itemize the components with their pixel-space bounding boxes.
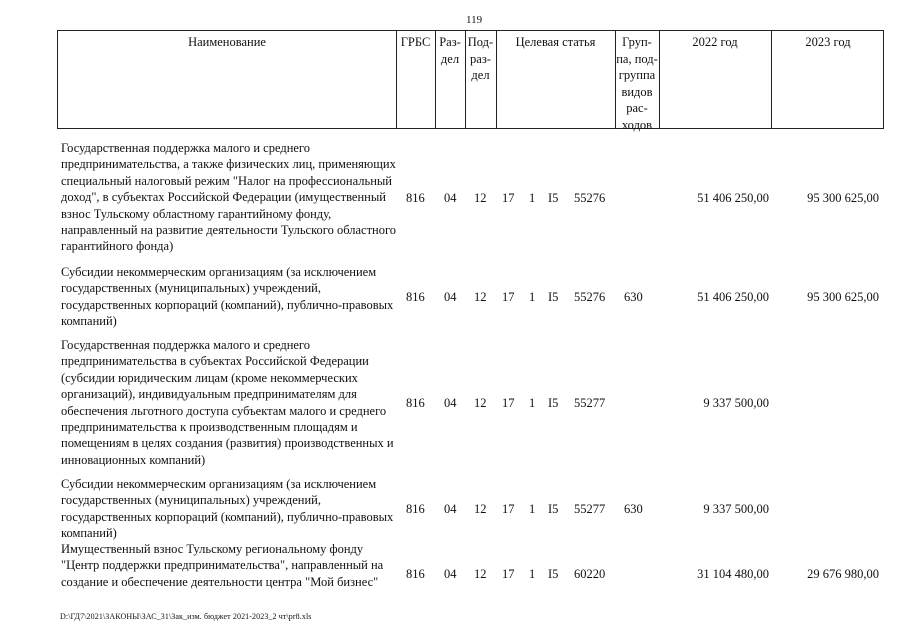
row-group: 630: [624, 290, 643, 304]
row-grbs: 816: [406, 290, 425, 304]
table-header: [57, 30, 884, 132]
page-number: 119: [466, 14, 483, 26]
row-name: Государственная поддержка малого и среднего предпринимательства, а также физических лиц, применяющих специальный налоговый режим "Налог на профессиональный доход", в субъектах Российской Федерации (имущественный взнос Тульскому областному гарантийному фонду, направленный на развитие деятельности Тульского областного гарантийного фонда): [61, 141, 397, 254]
row-razdel: 04: [444, 567, 457, 581]
header-target: Целевая статья: [515, 35, 596, 49]
row-podrazdel: 12: [474, 191, 487, 205]
header-name: Наименование: [188, 35, 266, 49]
row-name: Субсидии некоммерческим организациям (за исключением государственных (муниципальных) учреждений, государственных корпораций (компаний), публично-правовых компаний): [61, 477, 394, 541]
header-group-line: па, под-: [616, 51, 658, 66]
row-target-2: 1: [529, 396, 536, 410]
row-target-4: 60220: [574, 567, 606, 581]
row-name: Имущественный взнос Тульскому региональному фонду "Центр поддержки предпринимательства", направленный на создание и обеспечение деятельности центра "Мой бизнес": [61, 542, 384, 589]
row-2023: 95 300 625,00: [807, 191, 879, 205]
row-podrazdel: 12: [474, 502, 487, 516]
header-group-line: группа: [618, 68, 656, 82]
row-target-1: 17: [502, 502, 515, 516]
header-group-line: рас-: [626, 101, 648, 115]
header-podrazdel-line: Под-: [467, 35, 494, 49]
row-razdel: 04: [444, 191, 457, 205]
row-target-3: I5: [548, 502, 559, 516]
row-2022: 51 406 250,00: [697, 290, 769, 304]
row-group: 630: [624, 502, 643, 516]
header-razdel: [435, 34, 465, 67]
row-target-2: 1: [529, 290, 536, 304]
file-path-footer: D:\ГД7\2021\ЗАКОНЫ\ЗАС_31\Зак_изм. бюджет 2021-2023_2 чт\pr8.xls: [60, 612, 312, 621]
header-grbs: ГРБС: [400, 35, 431, 49]
header-group-line: ходов: [621, 117, 653, 132]
row-name: Государственная поддержка малого и среднего предпринимательства в субъектах Российской Федерации (субсидии юридическим лицам (кроме некоммерческих организаций), индивидуальным предпринимателям для обеспечения льготного доступа субъектам малого и среднего предпринимательства к производственным площадям и помещениям в целях создания (развития) производственных и инновационных компаний): [61, 338, 394, 467]
row-2022: 9 337 500,00: [703, 502, 769, 516]
row-target-1: 17: [502, 567, 515, 581]
row-2022: 9 337 500,00: [703, 396, 769, 410]
header-2022: 2022 год: [692, 35, 738, 49]
row-razdel: 04: [444, 290, 457, 304]
row-razdel: 04: [444, 396, 457, 410]
row-target-3: I5: [548, 290, 559, 304]
header-razdel-line: дел: [440, 51, 460, 66]
header-group-line: видов: [621, 84, 653, 99]
row-target-4: 55276: [574, 191, 606, 205]
row-name: Субсидии некоммерческим организациям (за исключением государственных (муниципальных) учреждений, государственных корпораций (компаний), публично-правовых компаний): [61, 265, 394, 329]
row-target-1: 17: [502, 290, 515, 304]
row-target-4: 55277: [574, 502, 606, 516]
row-2022: 51 406 250,00: [697, 191, 769, 205]
row-2022: 31 104 480,00: [697, 567, 769, 581]
header-group-line: Груп-: [622, 35, 652, 49]
row-2023: 95 300 625,00: [807, 290, 879, 304]
row-2023: 29 676 980,00: [807, 567, 879, 581]
header-podrazdel: [465, 34, 496, 84]
row-target-1: 17: [502, 191, 515, 205]
row-podrazdel: 12: [474, 396, 487, 410]
header-2023: 2023 год: [805, 35, 851, 49]
row-target-4: 55277: [574, 396, 606, 410]
header-podrazdel-line: дел: [471, 68, 490, 82]
row-podrazdel: 12: [474, 290, 487, 304]
row-target-2: 1: [529, 567, 536, 581]
row-target-3: I5: [548, 396, 559, 410]
row-grbs: 816: [406, 567, 425, 581]
header-podrazdel-line: раз-: [470, 51, 491, 66]
row-grbs: 816: [406, 396, 425, 410]
row-target-3: I5: [548, 567, 559, 581]
row-grbs: 816: [406, 191, 425, 205]
row-grbs: 816: [406, 502, 425, 516]
row-podrazdel: 12: [474, 567, 487, 581]
row-razdel: 04: [444, 502, 457, 516]
row-target-2: 1: [529, 191, 536, 205]
row-target-1: 17: [502, 396, 515, 410]
header-razdel-line: Раз-: [439, 35, 461, 49]
header-group: [615, 34, 659, 133]
row-target-2: 1: [529, 502, 536, 516]
row-target-3: I5: [548, 191, 559, 205]
row-target-4: 55276: [574, 290, 606, 304]
